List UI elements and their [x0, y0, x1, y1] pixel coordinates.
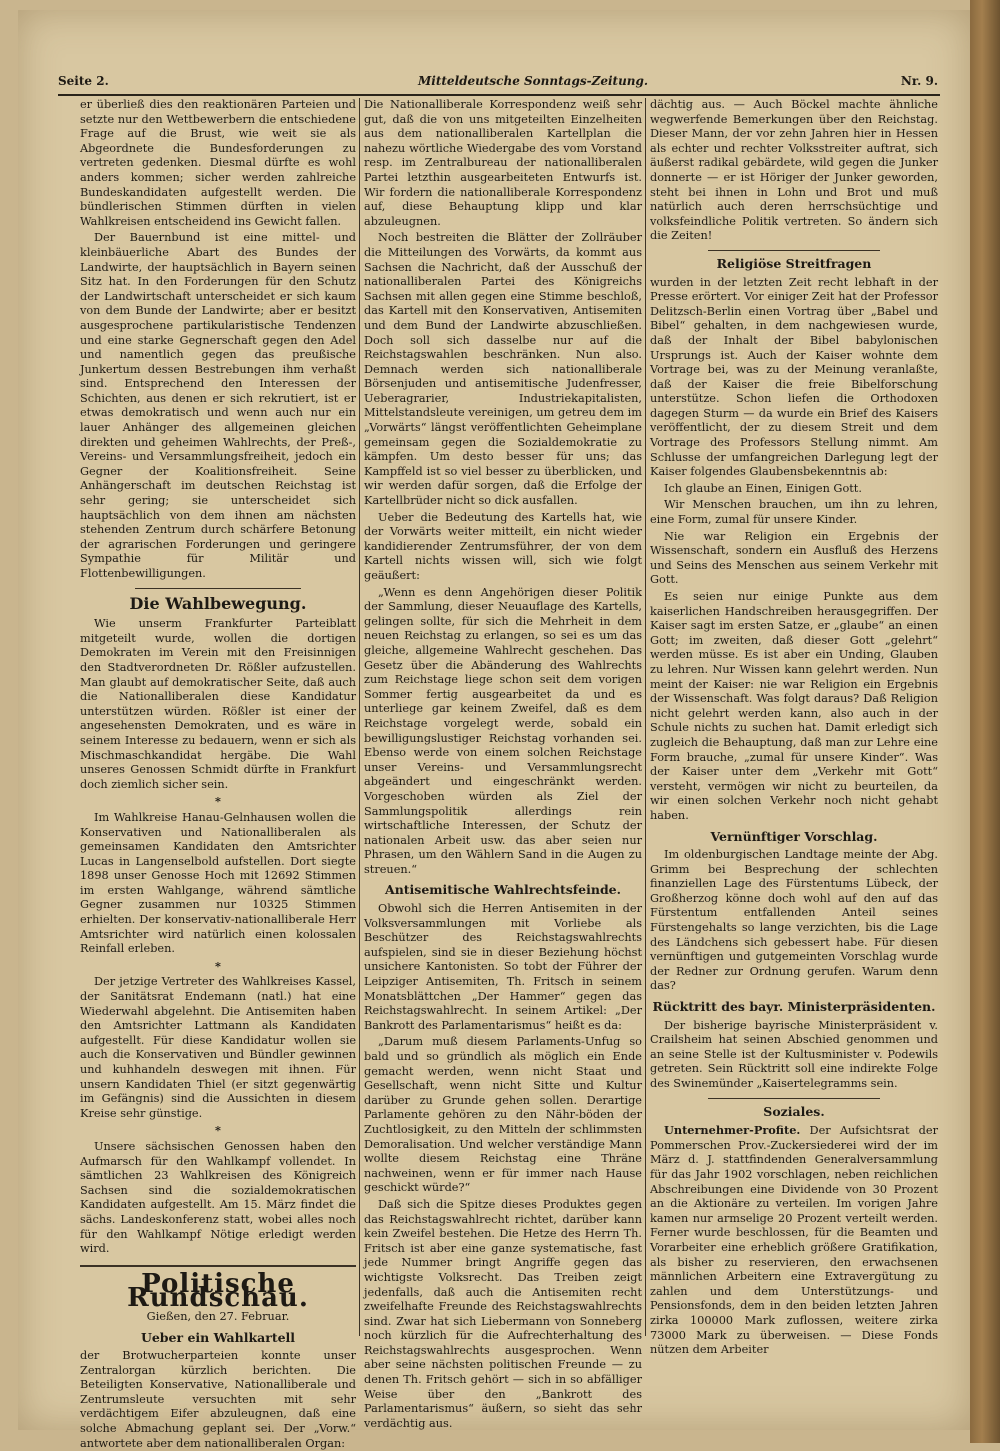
- quote-paragraph: „Wenn es denn Angehörigen dieser Politik der Sammlung, dieser Neuauflage des Kartells, gelingen sollte, für sich die Mehrheit in dem neuen Reichstag zu erlangen, so sei es um das gleiche, allgemeine Wahlrecht geschehen. Das Gesetz über die Abänderung des Wahlrechts zum Reichstage liege schon seit dem vorigen Sommer fertig ausgearbeitet da und es unterliege gar keinem Zweifel, daß es dem Reichstage vorgelegt werde, sobald ein bewilligungslustiger Reichstag vorhanden sei. Ebenso werde von einem solchen Reichstage unser Vereins- und Versammlungsrecht abgeändert und eingeschränkt werden. Vorgeschoben würden als Ziel der Sammlungspolitik allerdings rein wirtschaftliche Interessen, der Schutz der nationalen Arbeit usw. das aber seien nur Phrasen, um den Wählern Sand in die Augen zu streuen.“: [364, 585, 642, 876]
- separator-asterisk: *: [215, 1123, 221, 1138]
- subheading: Antisemitische Wahlrechtsfeinde.: [385, 882, 621, 898]
- section-title: Politische Rundschau.: [127, 1268, 309, 1314]
- paragraph: Daß sich die Spitze dieses Produktes gegen das Reichstagswahlrecht richtet, darüber kann kein Zweifel bestehen. Die Hetze des Herrn Th. Fritsch ist aber eine ganze systematische, fast jede Nummer bringt Angriffe gegen das wichtigste Volksrecht. Das Treiben zeigt jedenfalls, daß auch die Antisemiten recht zweifelhafte Freunde des Reichstagswahlrechts sind. Zwar hat sich Liebermann von Sonneberg noch kürzlich für die Aufrechterhaltung des Reichstagswahlrechts ausgesprochen. Wenn aber seine nächsten politischen Freunde — zu denen Th. Fritsch gehört — sich in so abfälliger Weise über den „Bankrott des Parlamentarismus“ äußern, so sieht das sehr verdächtig aus.: [364, 1197, 642, 1430]
- section-heading: Die Wahlbewegung.: [129, 593, 307, 613]
- paragraph: Noch bestreiten die Blätter der Zollräuber die Mitteilungen des Vorwärts, da kommt aus Sachsen die Nachricht, daß der Ausschuß der nationalliberalen Partei des Königreichs Sachsen mit allen gegen eine Stimme beschloß, das Kartell mit den Konservativen, Antisemiten und dem Bund der Landwirte abzuschließen. Doch soll sich dasselbe nur auf die Reichstagswahlen beschränken. Nun also. Demnach werden sich nationalliberale Börsenjuden und antisemitische Judenfresser, Ueberagrarier, Industriekapitalisten, Mittelstandsleute vereinigen, um getreu dem im „Vorwärts“ längst veröffentlichten Geheimplane gemeinsam gegen die Sozialdemokratie zu kämpfen. Um desto besser für uns; das Kampffeld ist so viel besser zu überblicken, und wir werden dafür sorgen, daß die Erfolge der Kartellbrüder nicht so dick ausfallen.: [364, 231, 642, 508]
- separator-asterisk: *: [215, 794, 221, 809]
- column-2: [364, 98, 642, 1430]
- paragraph: Es seien nur einige Punkte aus dem kaiserlichen Handschreiben herausgegriffen. Der Kaiser sagt im ersten Satze, er „glaube“ an einen Gott; im zweiten, daß dieser Gott „gelehrt“ werden müsse. Es ist aber ein Unding, Glauben zu lehren. Nur Wissen kann gelehrt werden. Nun meint der Kaiser: nie war Religion ein Ergebnis der Wissenschaft. Was folgt daraus? Daß Religion nicht gelehrt werden kann, also auch in der Schule nichts zu suchen hat. Damit erledigt sich zugleich die Behauptung, daß man zur Lehre eine Form brauche, „zumal für unsere Kinder“. Was der Kaiser unter dem „Verkehr mit Gott“ versteht, vermögen wir nicht zu beurteilen, da wir einen solchen Verkehr noch nicht gehabt haben.: [650, 590, 938, 822]
- column-divider: [645, 98, 646, 1336]
- newspaper-title: Mitteldeutsche Sonntags-Zeitung.: [418, 74, 649, 88]
- paragraph: er überließ dies den reaktionären Parteien und setzte nur den Wettbewerbern die entschiedene Frage auf die Brust, wie weit sie als Abgeordnete die Bundesforderungen zu vertreten gedenken. Diesmal dürfte es wohl anders kommen; sicher werden zahlreiche Bundeskandidaten aufgestellt werden. Die bündlerischen Stimmen dürften in vielen Wahlkreisen entscheidend ins Gewicht fallen.: [80, 98, 356, 228]
- paragraph: der Brotwucherparteien konnte unser Zentralorgan kürzlich berichten. Die Beteiligten Konservative, Nationalliberale und Zentrumsleute versuchten mit sehr verdächtigem Eifer abzuleugnen, daß eine solche Abmachung geplant sei. Der „Vorw.“ antwortete aber dem nationalliberalen Organ:: [80, 1349, 356, 1450]
- quote-paragraph: „Darum muß diesem Parlaments-Unfug so bald und so gründlich als möglich ein Ende gemacht werden, wenn nicht Staat und Gesellschaft, wenn nicht Sitte und Kultur darüber zu Grunde gehen sollen. Derartige Parlamente gehören zu den Nähr-böden der Zuchtlosigkeit, zu den Mitteln der schlimmsten Demoralisation. Und welcher verständige Mann wollte diesem Reichstag eine Thräne nachweinen, wenn er für immer nach Hause geschickt würde?“: [364, 1035, 642, 1195]
- paragraph: Ueber die Bedeutung des Kartells hat, wie der Vorwärts weiter mitteilt, ein nicht wieder kandidierender Zentrumsführer, der von dem Kartell nichts wissen will, sich wie folgt geäußert:: [364, 510, 642, 582]
- divider: [135, 588, 301, 589]
- subheading: Rücktritt des bayr. Ministerpräsidenten.: [652, 999, 936, 1015]
- subheading: Religiöse Streitfragen: [716, 255, 872, 271]
- section-heading: Soziales.: [763, 1103, 825, 1119]
- paragraph: Im Wahlkreise Hanau-Gelnhausen wollen die Konservativen und Nationalliberalen als gemeinsamen Kandidaten den Amtsrichter Lucas in Langenselbold aufstellen. Dort siegte 1898 unser Genosse Hoch mit 12692 Stimmen im ersten Wahlgange, während sämtliche Gegner zusammen nur 10325 Stimmen erhielten. Der konservativ-nationalliberale Herr Amtsrichter wird natürlich einen kolossalen Reinfall erleben.: [80, 810, 356, 956]
- paragraph: Der bisherige bayrische Ministerpräsident v. Crailsheim hat seinen Abschied genommen und an seine Stelle ist der Kultusminister v. Podewils getreten. Sein Rücktritt soll eine indirekte Folge des Swinemünder „Kaisertelegramms sein.: [650, 1018, 938, 1090]
- quote-paragraph: Wir Menschen brauchen, um ihn zu lehren, eine Form, zumal für unsere Kinder.: [650, 498, 938, 527]
- quote-paragraph: Ich glaube an Einen, Einigen Gott.: [664, 481, 862, 495]
- paragraph: Die Nationalliberale Korrespondenz weiß sehr gut, daß die von uns mitgeteilten Einzelheiten aus dem nationalliberalen Kartellplan die nahezu wörtliche Wiedergabe des vom Vorstand resp. im Zentralbureau der nationalliberalen Partei letzthin ausgearbeiteten Entwurfs ist. Wir fordern die nationalliberale Korrespondenz auf, diese Behauptung klipp und klar abzuleugnen.: [364, 98, 642, 228]
- paragraph: Der Bauernbund ist eine mittel- und kleinbäuerliche Abart des Bundes der Landwirte, der hauptsächlich in Bayern seinen Sitz hat. In den Forderungen für den Schutz der Landwirtschaft unterscheidet er sich kaum von dem Bunde der Landwirte; aber er besitzt ausgesprochene partikularistische Tendenzen und eine starke Gegnerschaft gegen den Adel und namentlich gegen das preußische Junkertum dessen Bestrebungen ihm verhaßt sind. Entsprechend den Interessen der Schichten, aus denen er sich rekrutiert, ist er etwas demokratisch und wenn auch nur ein lauer Anhänger des allgemeinen gleichen direkten und geheimen Wahlrechts, der Preß-, Vereins- und Versammlungsfreiheit, jedoch ein Gegner der Koalitionsfreiheit. Seine Anhängerschaft im deutschen Reichstag ist sehr gering; sie unterscheidet sich hauptsächlich von dem ihnen am nächsten stehenden Zentrum durch schärfere Betonung der agrarischen Forderungen und geringere Sympathie für Militär und Flottenbewilligungen.: [80, 231, 356, 580]
- subheading: Ueber ein Wahlkartell: [140, 1329, 296, 1345]
- separator-asterisk: *: [215, 958, 221, 973]
- column-divider: [359, 98, 360, 1336]
- divider: [708, 1098, 881, 1099]
- paragraph: dächtig aus. — Auch Böckel machte ähnliche wegwerfende Bemerkungen über den Reichstag. Dieser Mann, der vor zehn Jahren hier in Hessen als echter und rechter Volksstreiter auftrat, sich äußerst radikal gebärdete, wild gegen die Junker donnerte — er ist Höriger der Junker geworden, steht bei ihnen in Lohn und Brot und muß natürlich auch deren herrschsüchtige und volksfeindliche Politik vertreten. So ändern sich die Zeiten!: [650, 98, 938, 243]
- paragraph: Im oldenburgischen Landtage meinte der Abg. Grimm bei Besprechung der schlechten finanziellen Lage des Fürstentums Lübeck, der Großherzog könne doch wohl auf den auf das Fürstentum entfallenden Anteil seines Fürstengehalts so lange verzichten, bis die Lage des Ländchens sich gebessert habe. Für diesen vernünftigen und gutgemeinten Vorschlag wurde der Redner zur Ordnung gerufen. Warum denn das?: [650, 848, 938, 993]
- quote-paragraph: Nie war Religion ein Ergebnis der Wissenschaft, sondern ein Ausfluß des Herzens und Seins des Menschen aus seinem Verkehr mit Gott.: [650, 529, 938, 587]
- paragraph: Der jetzige Vertreter des Wahlkreises Kassel, der Sanitätsrat Endemann (natl.) hat eine Wiederwahl abgelehnt. Die Antisemiten haben den Amtsrichter Lattmann als Kandidaten aufgestellt. Für diese Kandidatur wollen sie auch die Konservativen und Bündler gewinnen und kuhhandeln deswegen mit ihnen. Für unsern Kandidaten Thiel (er sitzt gegenwärtig im Gefängnis) sind die Aussichten in diesem Kreise sehr günstige.: [80, 975, 356, 1120]
- book-spine: [970, 0, 1000, 1443]
- paragraph: Wie unserm Frankfurter Parteiblatt mitgeteilt wurde, wollen die dortigen Demokraten im Verein mit den Freisinnigen den Stadtverordneten Dr. Rößler aufzustellen. Man glaubt auf demokratischer Seite, daß auch die Nationalliberalen diese Kandidatur unterstützen würden. Rößler ist einer der angesehensten Demokraten, und es wäre in seinem Interesse zu bedauern, wenn er sich als Mischmaschkandidat hergäbe. Die Wahl unseres Genossen Schmidt dürfte in Frankfurt doch ziemlich sicher sein.: [80, 617, 356, 791]
- paragraph: [650, 1123, 938, 1358]
- dateline: Gießen, den 27. Februar.: [146, 1309, 290, 1323]
- column-1: [80, 98, 356, 1450]
- page-number: Seite 2.: [58, 74, 109, 88]
- divider: [80, 1265, 356, 1267]
- paragraph: Obwohl sich die Herren Antisemiten in der Volksversammlungen mit Vorliebe als Beschützer des Reichstagswahlrechts aufspielen, sind sie in dieser Beziehung höchst unsichere Kantonisten. So tobt der Führer der Leipziger Antisemiten, Th. Fritsch in seinem Monatsblättchen „Der Hammer“ gegen das Reichstagswahlrecht. In seinem Artikel: „Der Bankrott des Parlamentarismus“ heißt es da:: [364, 902, 642, 1032]
- paragraph: wurden in der letzten Zeit recht lebhaft in der Presse erörtert. Vor einiger Zeit hat der Professor Delitzsch-Berlin einen Vortrag über „Babel und Bibel“ gehalten, in dem nachgewiesen wurde, daß der Inhalt der Bibel babylonischen Ursprungs ist. Auch der Kaiser wohnte dem Vortrage bei, was zu der Meinung veranlaßte, daß der Kaiser die freie Bibelforschung unterstütze. Schon liefen die Orthodoxen dagegen Sturm — da wurde ein Brief des Kaisers veröffentlicht, der zu diesem Streit und dem Vortrage des Professors Stellung nimmt. Am Schlusse der umfangreichen Darlegung legt der Kaiser folgendes Glaubensbekenntnis ab:: [650, 275, 938, 479]
- page-header: [58, 74, 938, 94]
- column-3: [650, 98, 938, 1357]
- runin-heading: Unternehmer-Profite.: [664, 1123, 801, 1138]
- subheading: Vernünftiger Vorschlag.: [710, 828, 878, 844]
- divider: [708, 250, 881, 251]
- paragraph: Unsere sächsischen Genossen haben den Aufmarsch für den Wahlkampf vollendet. In sämtlichen 23 Wahlkreisen des Königreich Sachsen sind die sozialdemokratischen Kandidaten aufgestellt. Am 15. März findet die sächs. Landeskonferenz statt, wobei alles noch für den Wahlkampf Nötige erledigt werden wird.: [80, 1139, 356, 1256]
- paragraph-text: Der Aufsichtsrat der Pommerschen Prov.-Zuckersiederei wird der im März d. J. stattfindenden Generalversammlung für das Jahr 1902 vorschlagen, neben reichlichen Abschreibungen eine Dividende von 30 Prozent an die Aktionäre zu verteilen. Im vorigen Jahre kamen nur armselige 20 Prozent verteilt werden. Ferner wurde beschlossen, für die Beamten und Vorarbeiter eine erheblich größere Gratifikation, als bisher zu reservieren, den erwachsenen männlichen Arbeitern eine Extravergütung zu zahlen und dem Unterstützungs- und Pensionsfonds, dem in den beiden letzten Jahren zirka 100000 Mark zuflossen, weitere zirka 73000 Mark zu überweisen. — Diese Fonds nützen dem Arbeiter: [650, 1124, 938, 1357]
- issue-number: Nr. 9.: [900, 74, 938, 88]
- header-rule: [58, 94, 940, 96]
